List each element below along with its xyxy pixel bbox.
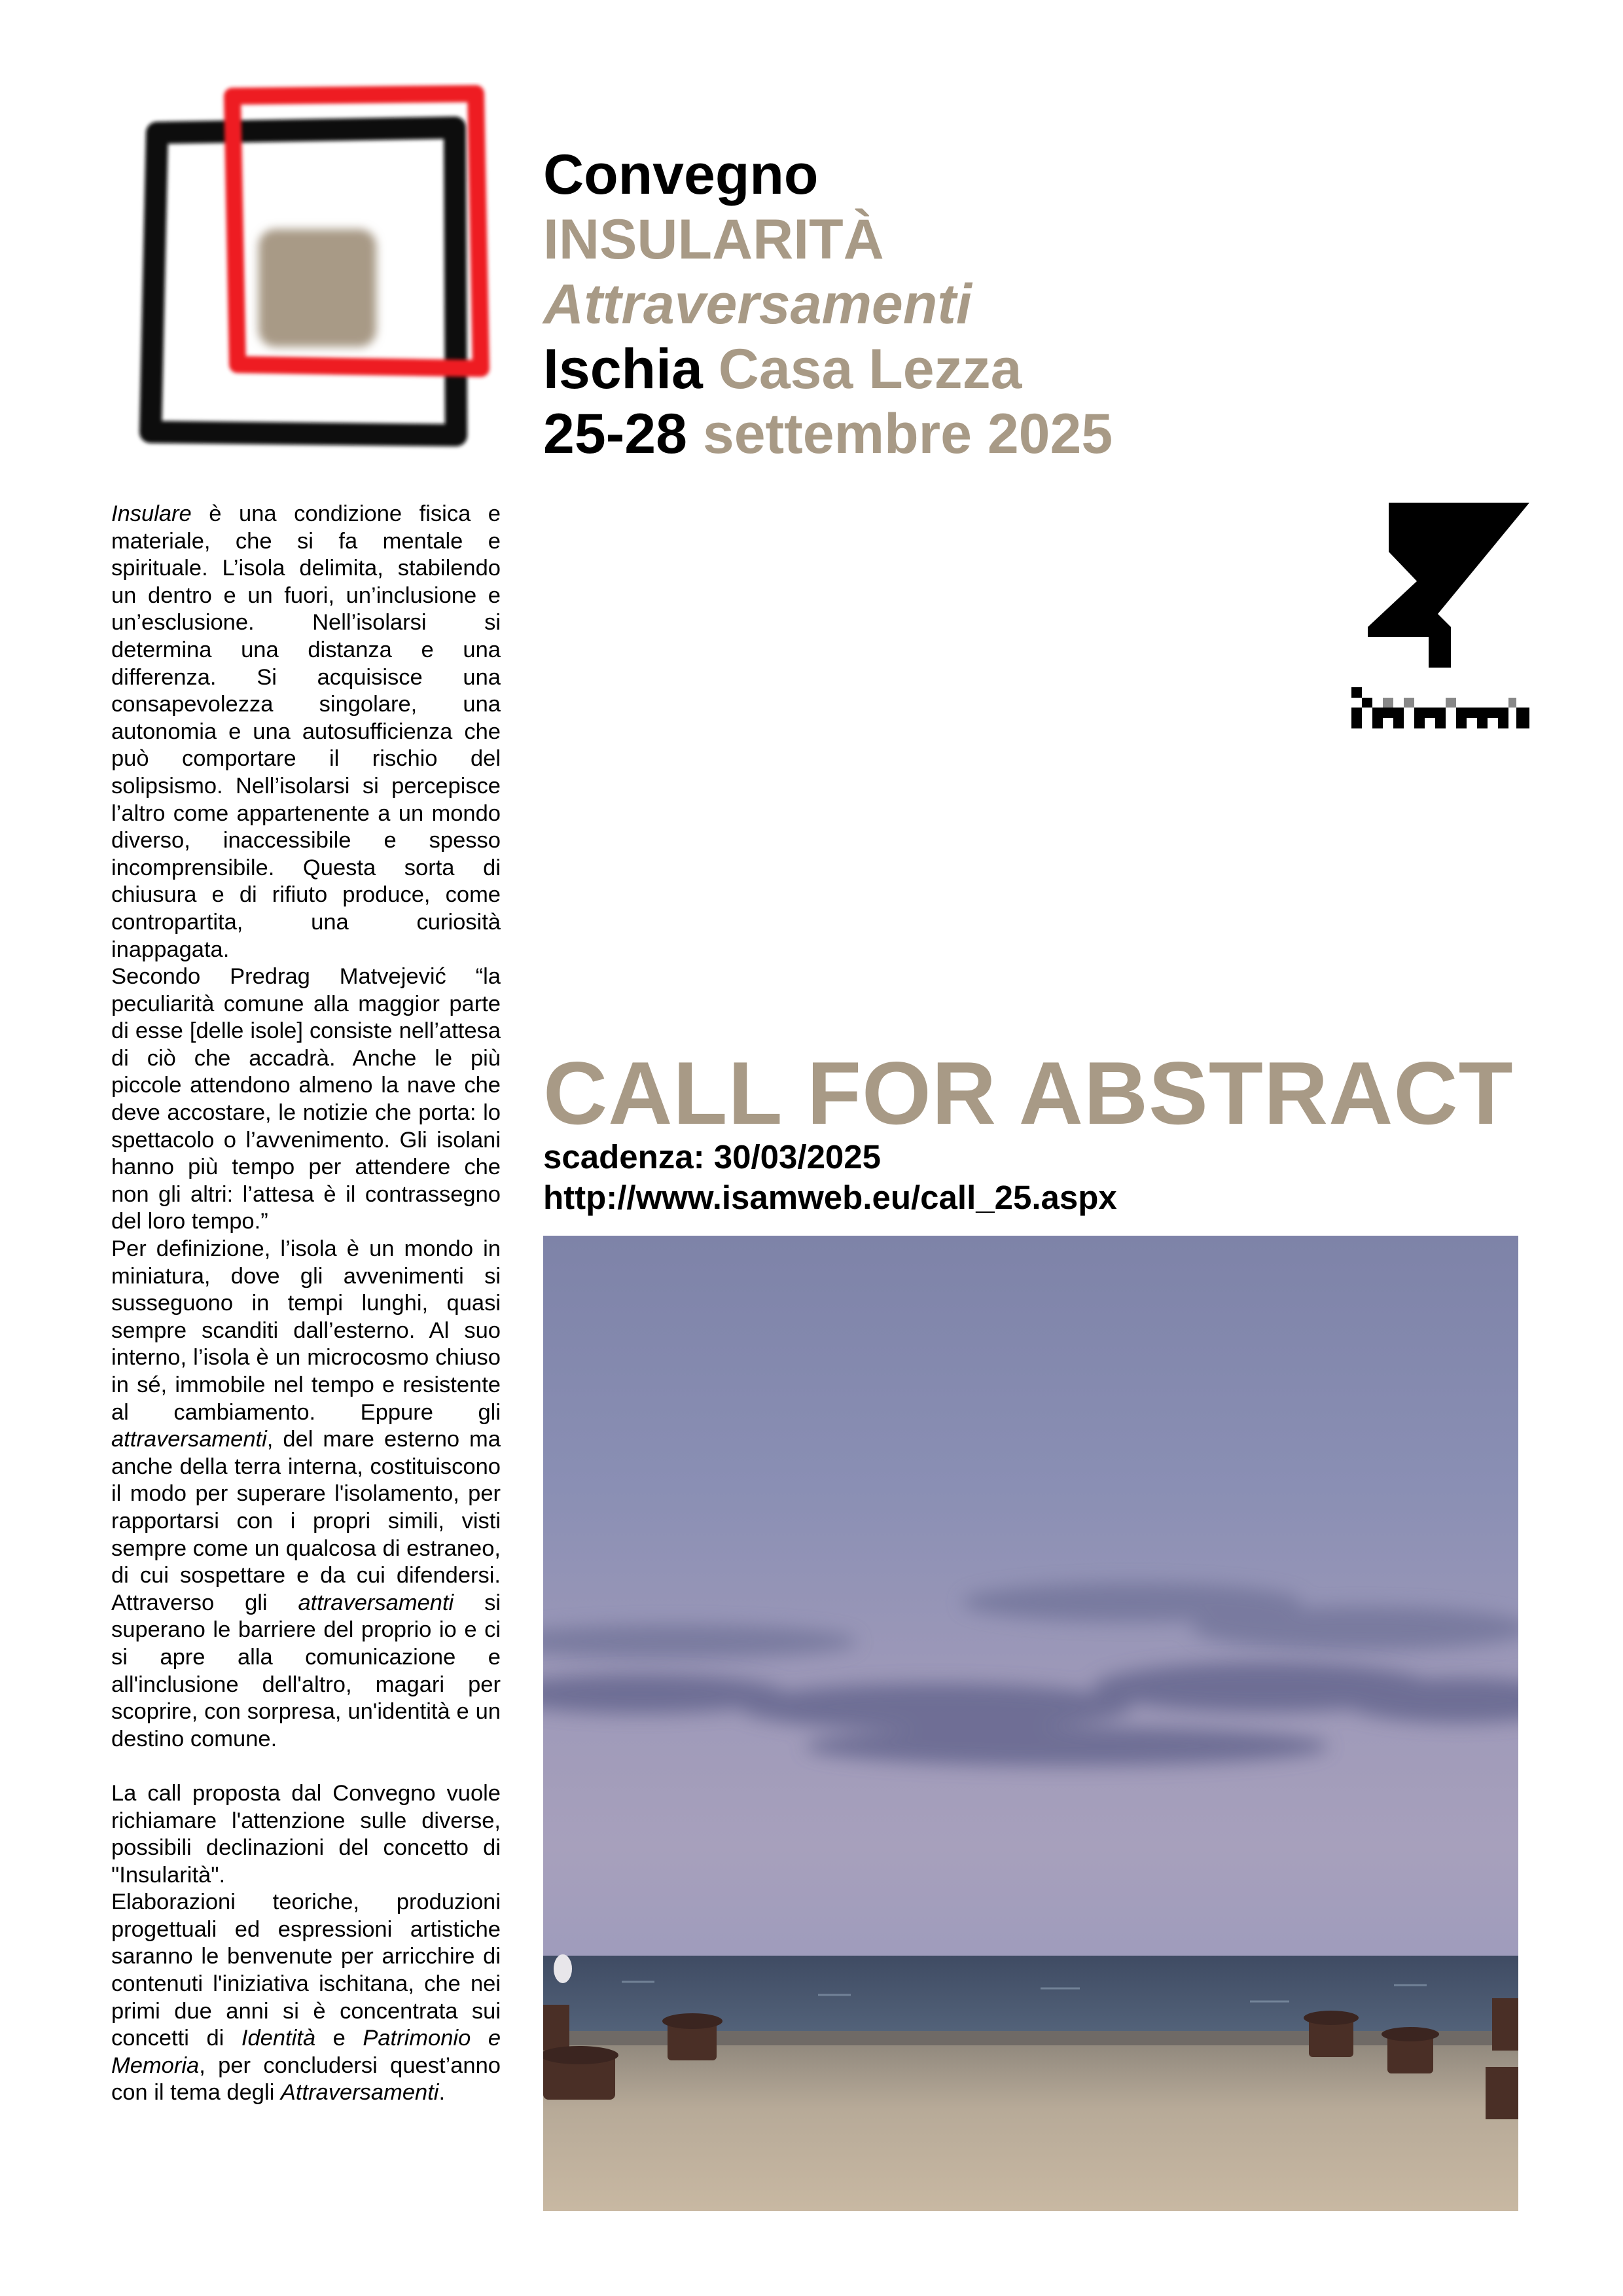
- paragraph-3-emphasis-2: attraversamenti: [298, 1590, 454, 1615]
- paragraph-3-part-b: , del mare esterno ma anche della terra interna, costituiscono il modo per superare l'isolamento, per rapportarsi con i propri simili, visti sempre come un qualcosa di estraneo, di cui sospettare e da cui difendersi. Attraverso gli: [111, 1427, 501, 1615]
- event-subtitle: Attraversamenti: [543, 273, 972, 336]
- intro-text: [111, 501, 501, 2107]
- event-header: [543, 143, 1525, 467]
- paragraph-3-part-c: si superano le barriere del proprio io e ci si apre alla comunicazione e all'inclusione dell'altro, magari per scoprire, con sorpresa, un'identità e un destino comune.: [111, 1590, 501, 1751]
- event-place: Ischia: [543, 338, 703, 401]
- paragraph-5-part-b: e: [315, 2026, 363, 2051]
- sea-pier-photo: [543, 1236, 1518, 2211]
- call-deadline: scadenza: 30/03/2025: [543, 1138, 882, 1175]
- event-location: [543, 337, 1525, 402]
- paragraph-1-body: è una condizione fisica e materiale, che si fa mentale e spirituale. L’isola delimita, stabilendo un dentro e un fuori, un’inclusione e un’esclusione. Nell’isolarsi si determina una distanza e una differenza. Si acquisisce una consapevolezza singolare, una autonomia e una autosufficienza che può comportare il rischio del solipsismo. Nell’isolarsi si percepisce l’altro come appartenente a un mondo diverso, inaccessibile e spesso incomprensibile. Questa sorta di chiusura e di rifiuto produce, come contropartita, una curiosità inappagata.: [111, 501, 501, 962]
- paragraph-5-emphasis-2: Patrimonio e Memoria: [111, 2026, 501, 2078]
- paragraph-3: [111, 1236, 501, 1753]
- call-heading: CALL FOR ABSTRACT: [543, 1043, 1514, 1143]
- call-url-link[interactable]: http://www.isamweb.eu/call_25.aspx: [543, 1179, 1117, 1216]
- paragraph-5-emphasis-3: Attraversamenti: [280, 2080, 439, 2106]
- event-venue: Casa Lezza: [718, 338, 1022, 401]
- paragraph-5: [111, 1889, 501, 2107]
- paragraph-5-part-a: Elaborazioni teoriche, produzioni progettuali ed espressioni artistiche saranno le benvenute per arricchire di contenuti l'iniziativa ischitana, che nei primi due anni si è concentrata sui concetti di: [111, 1890, 501, 2051]
- paragraph-5-part-d: .: [438, 2080, 446, 2106]
- paragraph-3-emphasis-1: attraversamenti: [111, 1427, 267, 1452]
- event-month-year: settembre 2025: [702, 403, 1113, 465]
- event-title: INSULARITÀ: [543, 208, 884, 271]
- event-logo: [134, 82, 501, 458]
- paragraph-1: [111, 501, 501, 963]
- insulare-term: Insulare: [111, 501, 192, 526]
- paragraph-5-emphasis-1: Identità: [241, 2026, 316, 2051]
- paragraph-2: Secondo Predrag Matvejević “la peculiarità comune alla maggior parte di esse [delle isole] consiste nell’attesa di ciò che accadrà. Anche le più piccole attendono almeno la nave che deve accostare, le notizie che porta: lo spettacolo o l’avvenimento. Gli isolani hanno più tempo per attendere che non gli altri: l’attesa è il contrassegno del loro tempo.”: [111, 964, 501, 1234]
- event-dates: [543, 402, 1525, 467]
- paragraph-3-part-a: Per definizione, l’isola è un mondo in miniatura, dove gli avvenimenti si susseguono in tempi lunghi, quasi sempre scanditi dall’esterno. Al suo interno, l’isola è un microcosmo chiuso in sé, immobile nel tempo e resistente al cambiamento. Eppure gli: [111, 1236, 501, 1425]
- event-type: Convegno: [543, 143, 819, 206]
- paragraph-5-part-c: , per concludersi quest’anno con il tema degli: [111, 2053, 501, 2106]
- isam-logo: [1351, 503, 1531, 745]
- event-days: 25-28: [543, 403, 687, 465]
- paragraph-4: La call proposta dal Convegno vuole richiamare l'attenzione sulle diverse, possibili declinazioni del concetto di "Insularità".: [111, 1780, 501, 1888]
